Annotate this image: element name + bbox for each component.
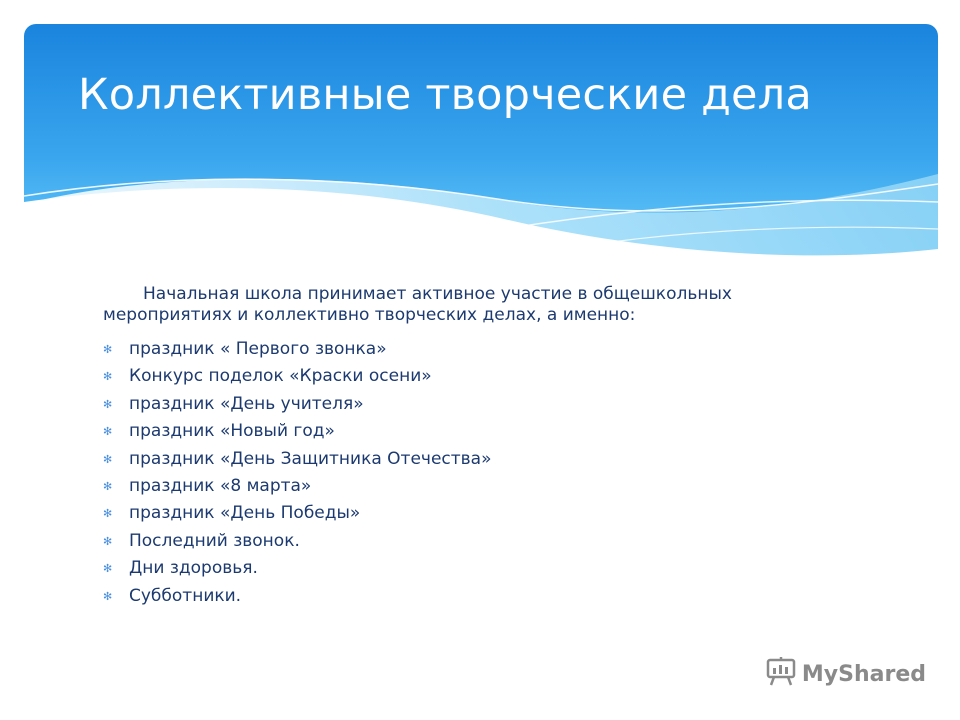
list-item	[103, 446, 803, 473]
list-item	[103, 555, 803, 582]
snowflake-bullet-icon: ✻	[103, 343, 113, 356]
snowflake-bullet-icon: ✻	[103, 534, 113, 548]
list-item	[103, 336, 803, 363]
snowflake-bullet-icon: ✻	[103, 370, 113, 384]
snowflake-bullet-icon: ✻	[103, 425, 113, 439]
list-item	[103, 473, 803, 500]
list-item	[103, 583, 803, 610]
list-item-text: Последний звонок.	[129, 530, 300, 551]
snowflake-bullet-icon: ✻	[103, 452, 113, 466]
intro-paragraph: Начальная школа принимает активное участие в общешкольных мероприятиях и коллективно творческих делах, а именно:	[103, 284, 732, 325]
list-item-text: праздник «День Защитника Отечества»	[129, 448, 492, 469]
list-item-text: праздник «День Победы»	[129, 503, 361, 524]
list-item-text: Конкурс поделок «Краски осени»	[129, 366, 432, 387]
snowflake-bullet-icon: ✻	[103, 397, 113, 411]
watermark	[766, 656, 926, 692]
event-list	[103, 336, 803, 610]
snowflake-bullet-icon: ✻	[103, 507, 113, 521]
header-wave-banner	[24, 24, 938, 269]
list-item-text: праздник «8 марта»	[129, 475, 312, 496]
list-item-text: праздник « Первого звонка»	[129, 339, 387, 359]
list-item-text: Дни здоровья.	[129, 558, 258, 579]
snowflake-bullet-icon: ✻	[103, 479, 113, 493]
snowflake-bullet-icon: ✻	[103, 562, 113, 576]
list-item	[103, 418, 803, 445]
list-item	[103, 391, 803, 418]
list-item-text: Субботники.	[129, 585, 242, 606]
list-item	[103, 500, 803, 527]
slide-title: Коллективные творческие дела	[78, 70, 812, 120]
snowflake-bullet-icon: ✻	[103, 589, 113, 603]
list-item	[103, 528, 803, 555]
list-item-text: праздник «День учителя»	[129, 393, 364, 414]
list-item	[103, 363, 803, 390]
list-item-text: праздник «Новый год»	[129, 421, 335, 442]
presentation-board-icon	[766, 656, 796, 692]
watermark-text: MyShared	[801, 661, 926, 687]
slide-body	[103, 284, 803, 610]
